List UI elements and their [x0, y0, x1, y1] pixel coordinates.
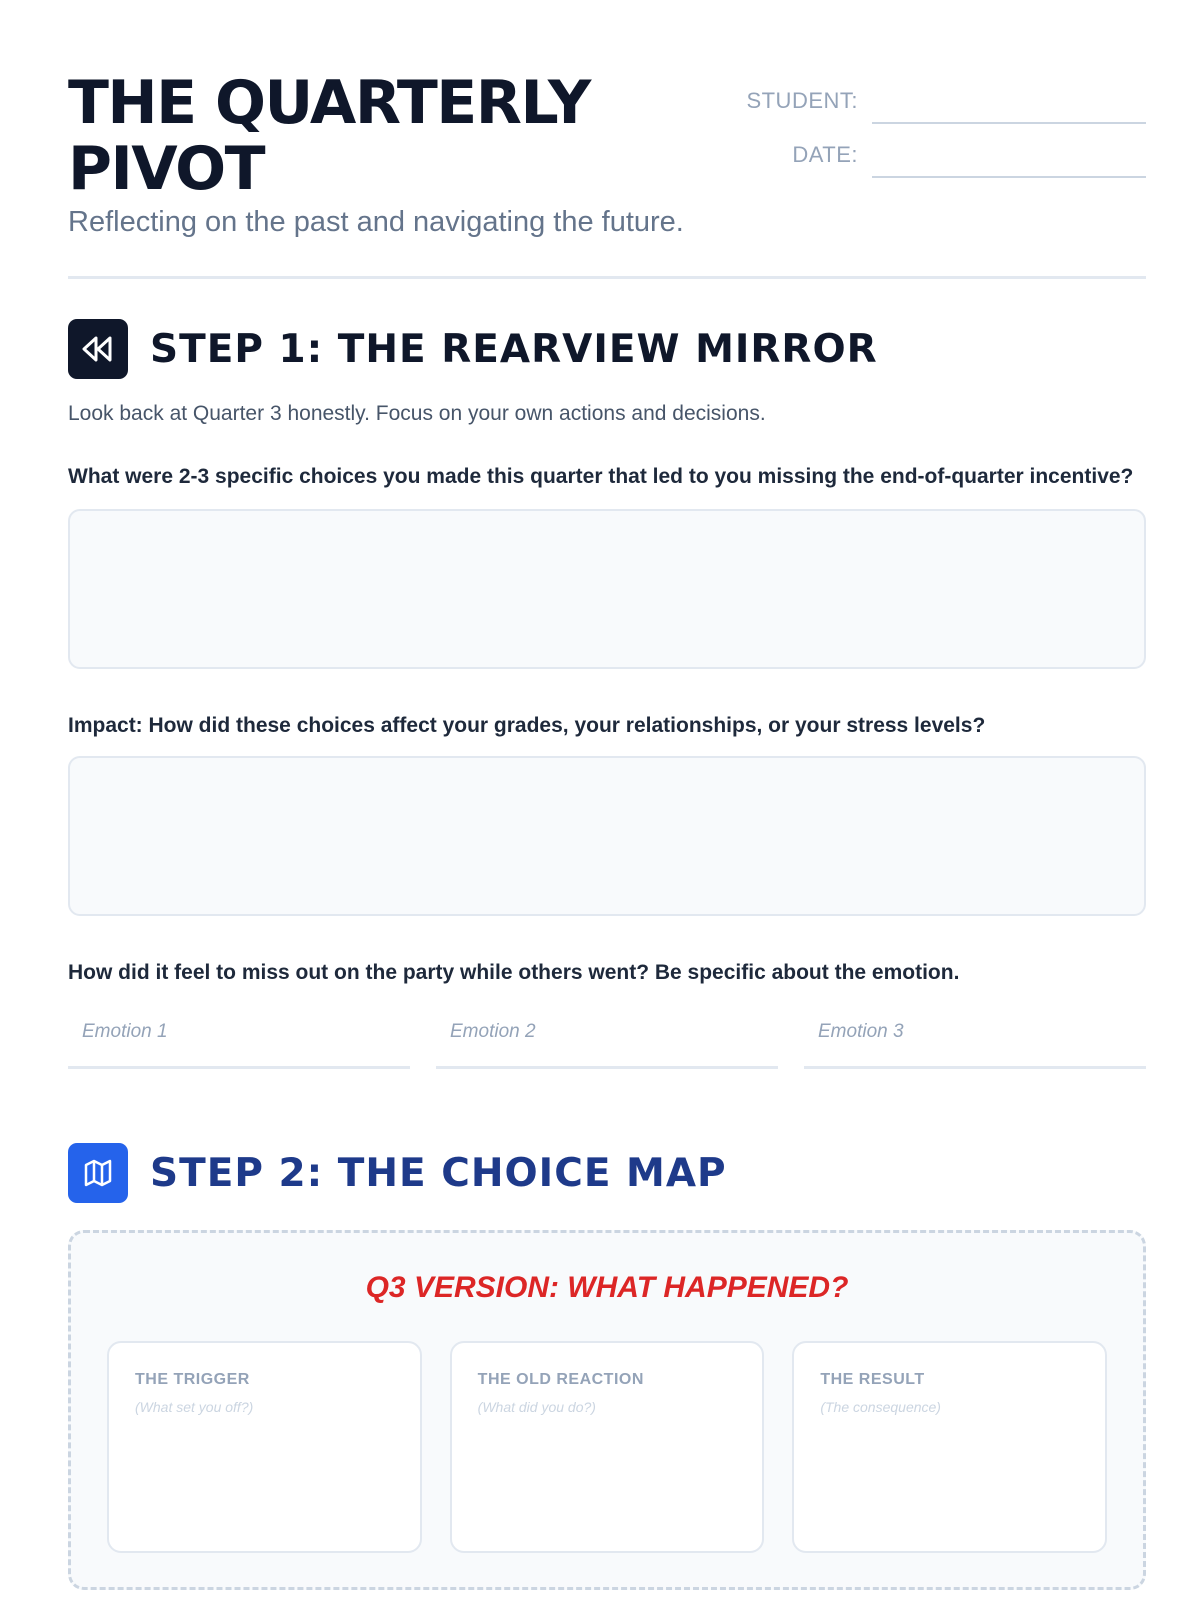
step-1-section	[68, 318, 1146, 1069]
card-hint: (The consequence)	[820, 1399, 941, 1415]
date-field[interactable]	[872, 140, 1146, 178]
old-reaction-card[interactable]	[450, 1341, 765, 1553]
emotion-field-1[interactable]: Emotion 1	[68, 1015, 410, 1069]
student-label: STUDENT:	[746, 88, 858, 113]
worksheet-page	[68, 0, 1146, 1415]
worksheet-header	[68, 0, 1146, 286]
choice-map-panel	[68, 1230, 1146, 1590]
result-card[interactable]	[792, 1341, 1107, 1553]
date-label: DATE:	[792, 142, 858, 167]
header-divider	[68, 276, 1146, 279]
choice-map-cards	[107, 1341, 1107, 1553]
question-feelings: How did it feel to miss out on the party while others went? Be specific about the emotion.	[68, 961, 960, 984]
step-2-title: STEP 2: THE CHOICE MAP	[150, 1150, 727, 1196]
trigger-card[interactable]	[107, 1341, 422, 1553]
date-row	[746, 124, 1146, 178]
card-hint: (What set you off?)	[135, 1399, 254, 1415]
step-1-header	[68, 318, 1146, 380]
student-row	[746, 70, 1146, 124]
question-impact: Impact: How did these choices affect your grades, your relationships, or your stress levels?	[68, 714, 986, 737]
step-2-section	[68, 1142, 1146, 1590]
card-label: THE TRIGGER	[135, 1371, 250, 1388]
impact-answer-box[interactable]	[68, 756, 1146, 916]
emotion-fields	[68, 1015, 1146, 1069]
question-choices: What were 2-3 specific choices you made this quarter that led to you missing the end-of-quarter incentive?	[68, 465, 1134, 488]
step-1-intro: Look back at Quarter 3 honestly. Focus on your own actions and decisions.	[68, 402, 766, 425]
step-1-title: STEP 1: THE REARVIEW MIRROR	[150, 326, 878, 372]
card-label: THE RESULT	[820, 1371, 925, 1388]
student-name-field[interactable]	[872, 86, 1146, 124]
choices-answer-box[interactable]	[68, 509, 1146, 669]
emotion-field-3[interactable]: Emotion 3	[804, 1015, 1146, 1069]
choice-map-heading: Q3 VERSION: WHAT HAPPENED?	[365, 1271, 849, 1304]
card-label: THE OLD REACTION	[477, 1371, 644, 1388]
card-hint: (What did you do?)	[477, 1399, 596, 1415]
page-title: THE QUARTERLY PIVOT	[68, 68, 590, 204]
emotion-field-2[interactable]: Emotion 2	[436, 1015, 778, 1069]
step-2-header	[68, 1142, 1146, 1204]
student-meta	[746, 70, 1146, 178]
map-icon	[68, 1143, 128, 1203]
page-subtitle: Reflecting on the past and navigating the future.	[68, 206, 684, 238]
rewind-icon	[68, 319, 128, 379]
